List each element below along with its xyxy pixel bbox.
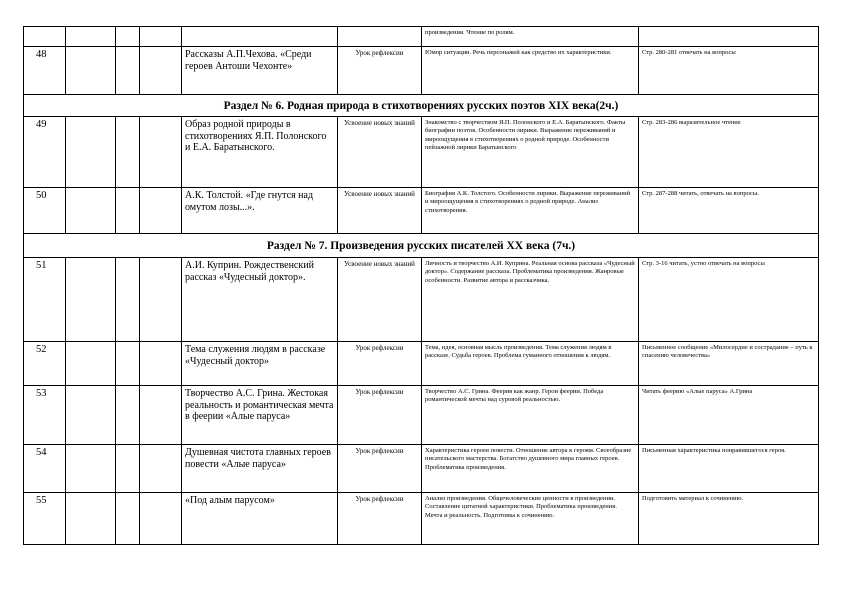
empty-cell [116, 47, 140, 95]
empty-cell [140, 117, 182, 188]
lesson-number-cell: 53 [24, 386, 66, 445]
empty-cell [66, 27, 116, 47]
lesson-content-cell: Юмор ситуации. Речь персонажей как средство их характеристики. [422, 47, 639, 95]
lesson-content-cell: Характеристика героев повести. Отношение автора к героям. Своеобразие писательского мастерства. Богатство душевного мира главных героев. Проблематика произведения. [422, 445, 639, 493]
lesson-row [24, 27, 819, 47]
section-header-row [24, 95, 819, 117]
lesson-content-cell: Анализ произведения. Общечеловеческие ценности в произведении. Составление цитатной характеристики. Проблематика произведения. Мечта и реальность. Подготовка к сочинению. [422, 493, 639, 545]
homework-cell: Письменное сообщение «Милосердие и сострадание – путь к спасению человечества» [639, 342, 819, 386]
empty-cell [66, 386, 116, 445]
empty-cell [140, 27, 182, 47]
empty-cell [140, 47, 182, 95]
lesson-content-cell: Тема, идея, основная мысль произведения. Тема служения людям в рассказе. Судьба героев. Проблема гуманного отношения к людям. [422, 342, 639, 386]
lesson-topic-cell: Тема служения людям в рассказе «Чудесный доктор» [182, 342, 338, 386]
lesson-number-cell: 49 [24, 117, 66, 188]
empty-cell [140, 445, 182, 493]
lesson-type-cell: Усвоение новых знаний [338, 117, 422, 188]
lesson-topic-cell [182, 27, 338, 47]
empty-cell [116, 188, 140, 234]
empty-cell [116, 258, 140, 342]
lesson-type-cell: Урок рефлексии [338, 342, 422, 386]
empty-cell [66, 342, 116, 386]
lesson-topic-cell: Образ родной природы в стихотворениях Я.П. Полонского и Е.А. Баратынского. [182, 117, 338, 188]
lesson-topic-cell: Творчество А.С. Грина. Жестокая реальность и романтическая мечта в феерии «Алые паруса» [182, 386, 338, 445]
empty-cell [66, 47, 116, 95]
lesson-topic-cell: «Под алым парусом» [182, 493, 338, 545]
empty-cell [140, 386, 182, 445]
lesson-content-cell: Биография А.К. Толстого. Особенности лирики. Выражение переживаний и мироощущения в стихотворениях о родной природе. Анализ стихотворения. [422, 188, 639, 234]
lesson-topic-cell: Рассказы А.П.Чехова. «Среди героев Антоши Чехонте» [182, 47, 338, 95]
homework-cell: Стр. 3-16 читать, устно отвечать на вопросы [639, 258, 819, 342]
empty-cell [140, 188, 182, 234]
lesson-row [24, 47, 819, 95]
lesson-row [24, 188, 819, 234]
lesson-row [24, 493, 819, 545]
section-title: Раздел № 7. Произведения русских писателей XX века (7ч.) [24, 234, 819, 258]
lesson-content-cell: Знакомство с творчеством Я.П. Полонского и Е.А. Баратынского. Факты биографии поэтов. Особенности лирики. Выражение переживаний и мироощущения в стихотворениях о родной природе. Особенности пейзажной лирики Баратынского [422, 117, 639, 188]
lesson-content-cell: Личность и творчество А.И. Куприна. Реальная основа рассказа «Чудесный доктор». Содержание рассказа. Проблематика произведения. Жанровые особенности. Развитие автора и рассказчика. [422, 258, 639, 342]
lesson-number-cell: 50 [24, 188, 66, 234]
empty-cell [116, 117, 140, 188]
lesson-topic-cell: А.И. Куприн. Рождественский рассказ «Чудесный доктор». [182, 258, 338, 342]
lesson-row [24, 342, 819, 386]
empty-cell [116, 342, 140, 386]
lesson-number-cell: 54 [24, 445, 66, 493]
homework-cell: Стр. 280-281 отвечать на вопросы [639, 47, 819, 95]
empty-cell [116, 493, 140, 545]
empty-cell [66, 258, 116, 342]
homework-cell: Подготовить материал к сочинению. [639, 493, 819, 545]
homework-cell: Стр. 283-286 выразительное чтение [639, 117, 819, 188]
lesson-topic-cell: А.К. Толстой. «Где гнутся над омутом лозы...». [182, 188, 338, 234]
empty-cell [116, 386, 140, 445]
empty-cell [116, 445, 140, 493]
lesson-number-cell [24, 27, 66, 47]
lesson-content-cell: Творчество А.С. Грина. Феерия как жанр. Герои феерии. Победа романтической мечты над суровой реальностью. [422, 386, 639, 445]
lesson-row [24, 445, 819, 493]
lesson-type-cell: Усвоение новых знаний [338, 258, 422, 342]
lesson-type-cell: Урок рефлексии [338, 445, 422, 493]
lesson-content-cell: произведения. Чтение по ролям. [422, 27, 639, 47]
homework-cell: Стр. 287-288 читать, отвечать на вопросы. [639, 188, 819, 234]
section-title: Раздел № 6. Родная природа в стихотворениях русских поэтов XIX века(2ч.) [24, 95, 819, 117]
lesson-type-cell [338, 27, 422, 47]
homework-cell: Читать феерию «Алые паруса» А.Грина [639, 386, 819, 445]
lesson-plan-table [23, 26, 819, 545]
homework-cell [639, 27, 819, 47]
empty-cell [140, 493, 182, 545]
empty-cell [66, 445, 116, 493]
lesson-row [24, 386, 819, 445]
lesson-number-cell: 51 [24, 258, 66, 342]
empty-cell [66, 493, 116, 545]
homework-cell: Письменная характеристика понравившегося героя. [639, 445, 819, 493]
section-header-row [24, 234, 819, 258]
lesson-number-cell: 52 [24, 342, 66, 386]
empty-cell [140, 342, 182, 386]
lesson-number-cell: 55 [24, 493, 66, 545]
empty-cell [66, 117, 116, 188]
empty-cell [116, 27, 140, 47]
lesson-type-cell: Урок рефлексии [338, 47, 422, 95]
lesson-topic-cell: Душевная чистота главных героев повести «Алые паруса» [182, 445, 338, 493]
empty-cell [140, 258, 182, 342]
lesson-type-cell: Урок рефлексии [338, 493, 422, 545]
lesson-plan-body [24, 27, 819, 545]
empty-cell [66, 188, 116, 234]
lesson-row [24, 258, 819, 342]
lesson-number-cell: 48 [24, 47, 66, 95]
lesson-row [24, 117, 819, 188]
lesson-type-cell: Урок рефлексии [338, 386, 422, 445]
lesson-type-cell: Усвоение новых знаний [338, 188, 422, 234]
